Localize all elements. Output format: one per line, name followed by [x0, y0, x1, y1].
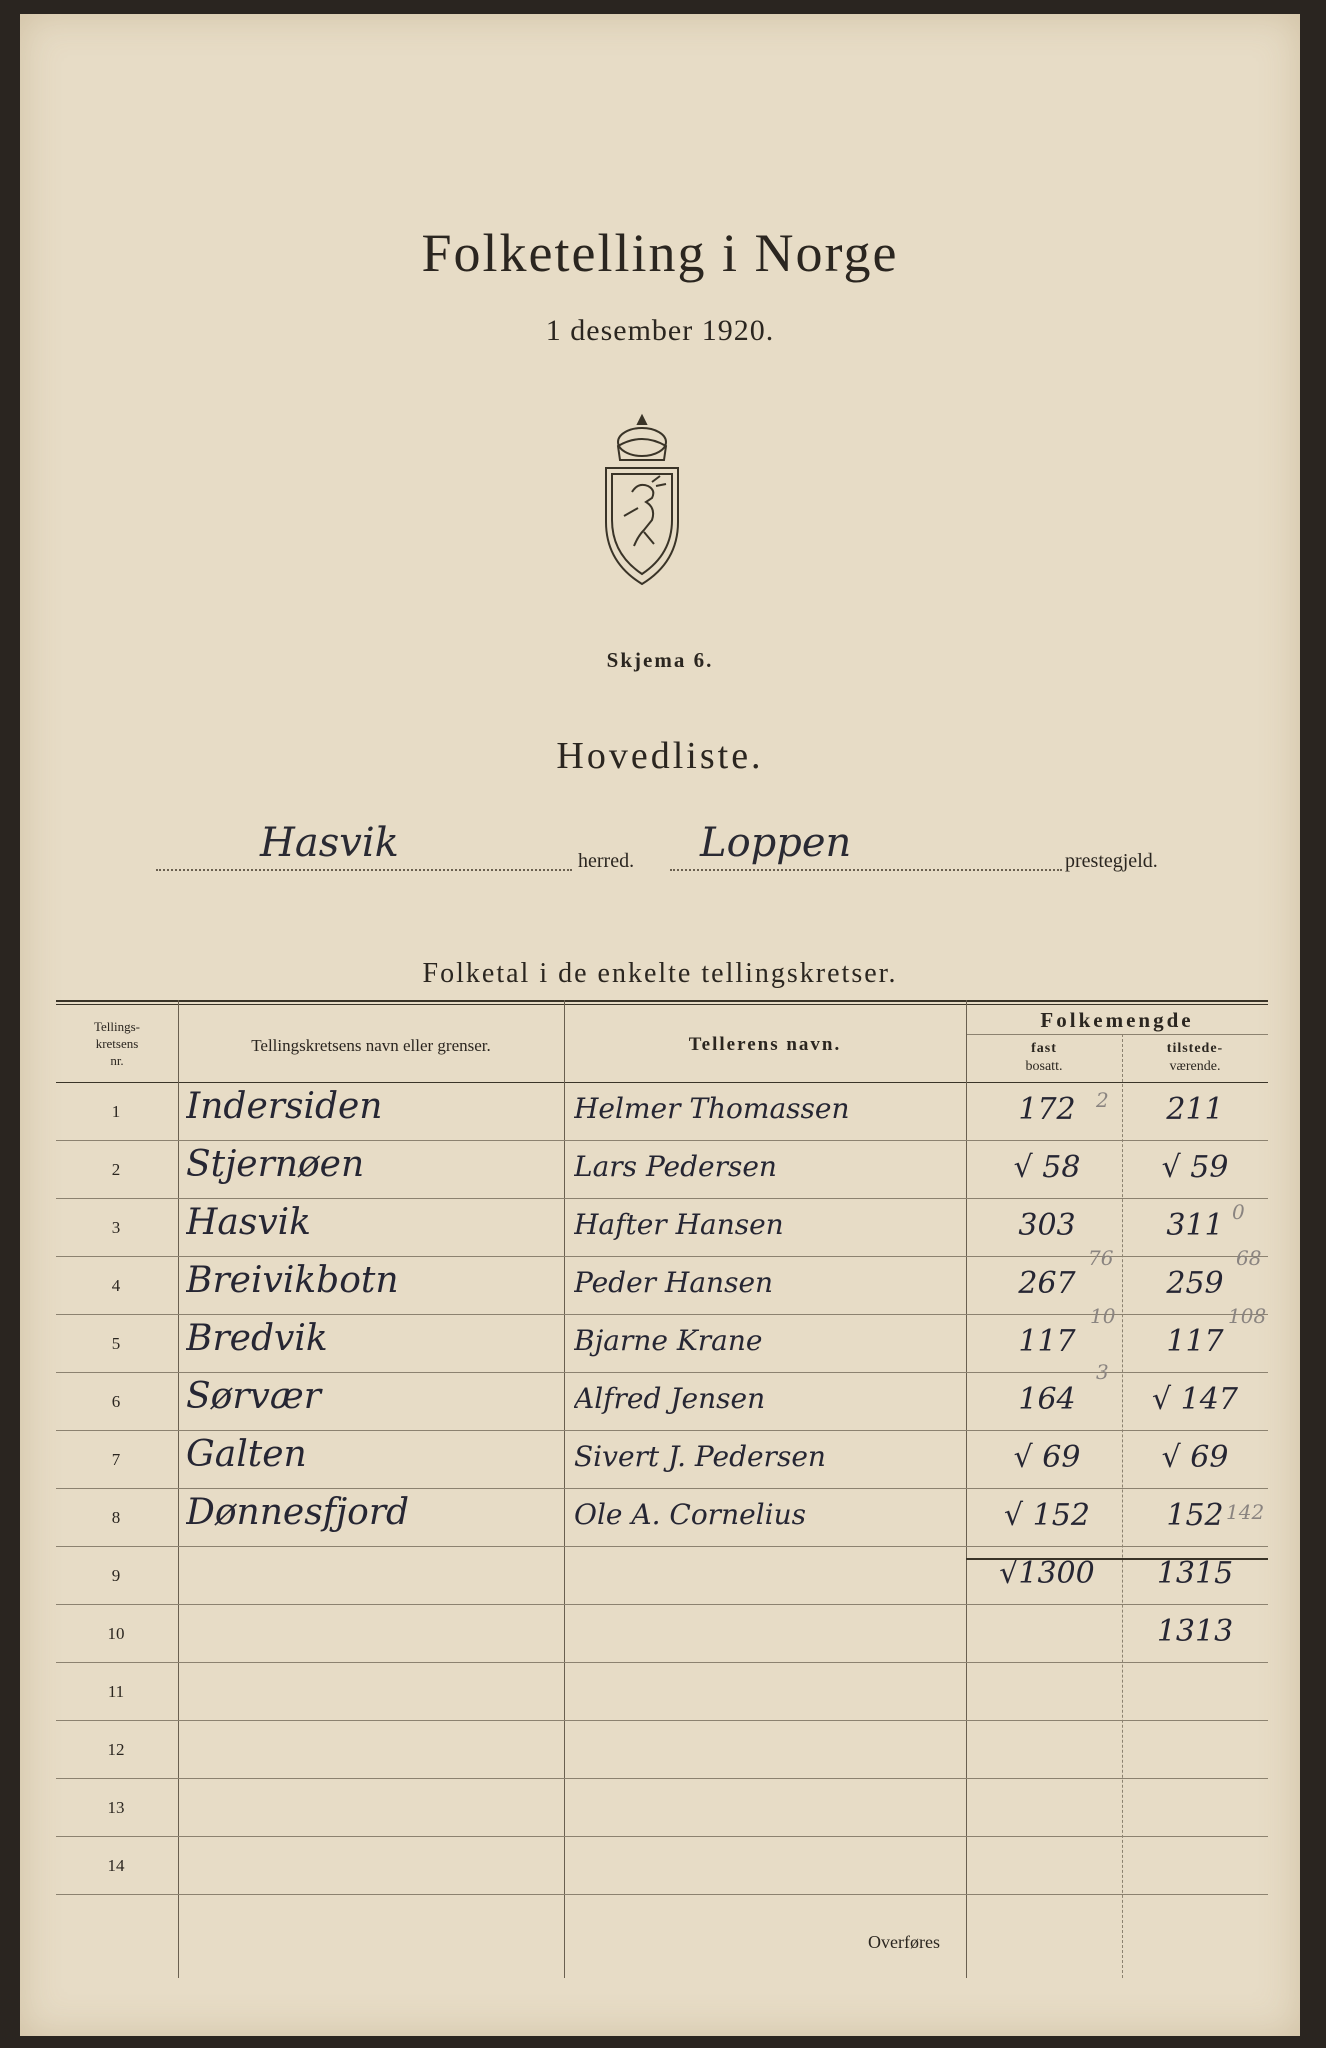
header-nr-line3: nr.	[110, 1053, 124, 1068]
row-rule	[56, 1256, 1268, 1257]
fast-bosatt-value: 164	[1018, 1382, 1076, 1417]
fast-bosatt-value: √1300	[999, 1556, 1095, 1591]
row-rule	[56, 1372, 1268, 1373]
form-title: Folketelling i Norge	[421, 223, 899, 283]
table-top-rule	[56, 1000, 1268, 1002]
teller-name: Lars Pedersen	[574, 1150, 777, 1183]
tilstedevaerende-value: 152	[1166, 1498, 1224, 1533]
row-rule	[56, 1430, 1268, 1431]
col-divider-2	[564, 1000, 565, 1978]
folkemengde-rule	[966, 1034, 1268, 1035]
district-name: Galten	[186, 1434, 307, 1475]
prestegjeld-label: prestegjeld.	[1065, 850, 1158, 872]
row-rule	[56, 1140, 1268, 1141]
fast-bosatt-value: √ 58	[1013, 1150, 1081, 1185]
sum-rule	[966, 1558, 1268, 1560]
tilstedevaerende-value: 117	[1166, 1324, 1224, 1359]
census-date: 1 desember 1920.	[545, 314, 775, 347]
teller-name: Bjarne Krane	[574, 1324, 763, 1357]
row-rule	[56, 1778, 1268, 1779]
teller-name: Helmer Thomassen	[574, 1092, 850, 1125]
row-number: 4	[111, 1276, 121, 1295]
tilstedevaerende-value: 1315	[1156, 1556, 1234, 1591]
tilstedevaerende-value: √ 69	[1161, 1440, 1229, 1475]
tilstedevaerende-value: √ 147	[1152, 1382, 1238, 1417]
fast-bosatt-value: 117	[1018, 1324, 1076, 1359]
note-r1-fast: 2	[1096, 1088, 1109, 1112]
row-number: 12	[107, 1740, 125, 1759]
fast-bosatt-value: 267	[1018, 1266, 1076, 1301]
note-r4-fast: 76	[1088, 1246, 1114, 1270]
teller-name: Sivert J. Pedersen	[574, 1440, 826, 1473]
col-divider-1	[178, 1000, 179, 1978]
note-r5-fast: 10	[1090, 1304, 1116, 1328]
header-tilstede	[1122, 1040, 1268, 1076]
fast-bosatt-value: 172	[1018, 1092, 1076, 1127]
row-number: 7	[111, 1450, 121, 1469]
header-fast-line2: bosatt.	[1025, 1059, 1063, 1074]
tilstedevaerende-value: 311	[1166, 1208, 1224, 1243]
teller-name: Hafter Hansen	[574, 1208, 784, 1241]
prestegjeld-dotted-line	[670, 869, 1062, 871]
table-top-rule-inner	[56, 1004, 1268, 1005]
row-rule	[56, 1604, 1268, 1605]
col-divider-3	[966, 1000, 967, 1978]
fast-bosatt-value: √ 152	[1004, 1498, 1090, 1533]
row-number: 5	[111, 1334, 121, 1353]
header-teller: Tellerens navn.	[688, 1034, 842, 1055]
teller-name: Ole A. Cornelius	[574, 1498, 806, 1531]
header-fast-line1: fast	[1031, 1041, 1057, 1056]
row-rule	[56, 1662, 1268, 1663]
header-nr	[56, 1018, 178, 1069]
row-rule	[56, 1546, 1268, 1547]
schema-number: Skjema 6.	[606, 648, 714, 672]
header-nr-line2: kretsens	[95, 1036, 139, 1051]
district-name: Dønnesfjord	[186, 1492, 410, 1533]
row-number: 6	[111, 1392, 121, 1411]
row-rule	[56, 1198, 1268, 1199]
header-tilst-line1: tilstede-	[1166, 1041, 1224, 1056]
header-bottom-rule	[56, 1082, 1268, 1083]
district-name: Stjernøen	[186, 1144, 365, 1185]
district-name: Bredvik	[186, 1318, 328, 1359]
teller-name: Peder Hansen	[574, 1266, 774, 1299]
census-form-sheet	[20, 14, 1300, 2036]
tilstedevaerende-value: 211	[1166, 1092, 1224, 1127]
row-number: 3	[111, 1218, 121, 1237]
header-folkemengde: Folkemengde	[1040, 1008, 1194, 1032]
note-r3-tilst: 0	[1232, 1200, 1245, 1224]
herred-value: Hasvik	[260, 820, 399, 866]
district-name: Indersiden	[186, 1086, 383, 1127]
row-rule	[56, 1314, 1268, 1315]
header-name: Tellingskretsens navn eller grenser.	[251, 1036, 491, 1055]
note-r4-tilst: 68	[1236, 1246, 1262, 1270]
teller-name: Alfred Jensen	[574, 1382, 766, 1415]
district-name: Sørvær	[186, 1376, 321, 1417]
form-heading: Hovedliste.	[556, 735, 764, 777]
prestegjeld-value: Loppen	[700, 820, 852, 866]
herred-label: herred.	[578, 850, 635, 872]
row-rule	[56, 1720, 1268, 1721]
fast-bosatt-value: 303	[1018, 1208, 1076, 1243]
fast-bosatt-value: √ 69	[1013, 1440, 1081, 1475]
row-rule	[56, 1894, 1268, 1895]
row-number: 10	[107, 1624, 125, 1643]
row-number: 9	[111, 1566, 121, 1585]
coat-of-arms-icon	[598, 412, 686, 590]
row-number: 1	[111, 1102, 121, 1121]
district-name: Breivikbotn	[186, 1260, 399, 1301]
tilstedevaerende-value: 259	[1166, 1266, 1224, 1301]
census-table	[56, 1000, 1268, 1978]
row-rule	[56, 1836, 1268, 1837]
tilstedevaerende-value: 1313	[1156, 1614, 1234, 1649]
header-nr-line1: Tellings-	[93, 1019, 141, 1034]
row-number: 14	[107, 1856, 125, 1875]
note-r8-tilst: 142	[1226, 1500, 1265, 1524]
herred-dotted-line	[156, 869, 572, 871]
header-tilst-line2: værende.	[1169, 1059, 1221, 1074]
table-subheading: Folketal i de enkelte tellingskretser.	[422, 958, 898, 989]
header-fast	[966, 1040, 1122, 1076]
row-number: 2	[111, 1160, 121, 1179]
row-number: 13	[107, 1798, 125, 1817]
note-r5-tilst: 108	[1228, 1304, 1267, 1328]
note-r6-fast: 3	[1096, 1360, 1109, 1384]
row-rule	[56, 1488, 1268, 1489]
row-number: 8	[111, 1508, 121, 1527]
tilstedevaerende-value: √ 59	[1161, 1150, 1229, 1185]
row-number: 11	[107, 1682, 125, 1701]
district-name: Hasvik	[186, 1202, 311, 1243]
overfores-label: Overføres	[868, 1932, 940, 1952]
